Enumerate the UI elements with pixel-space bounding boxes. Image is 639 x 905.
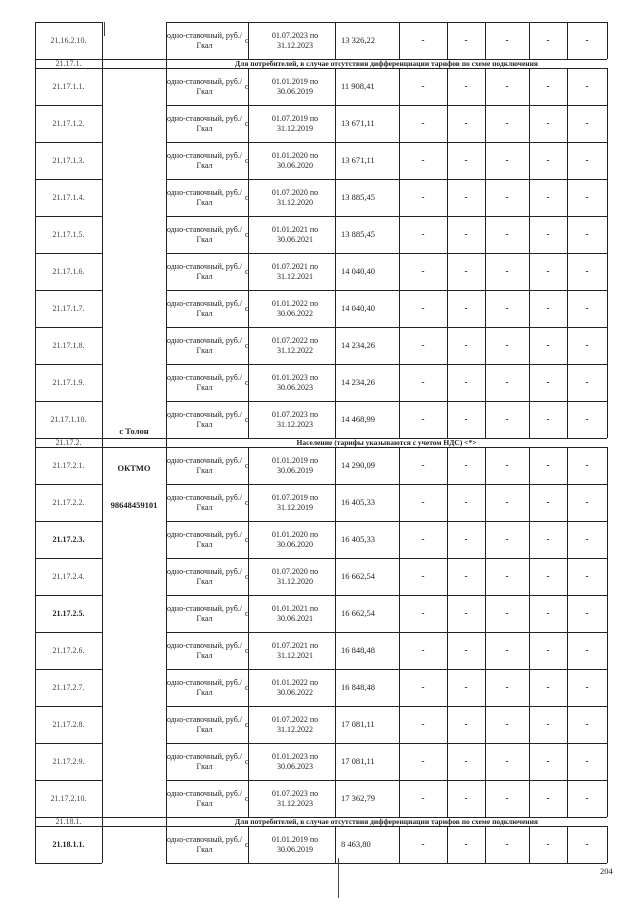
validity-period: 01.01.2020 по 30.06.2020 xyxy=(271,529,319,549)
empty-tariff-cell: - xyxy=(505,497,509,507)
validity-period: 01.07.2021 по 31.12.2021 xyxy=(271,261,319,281)
grid-vline xyxy=(607,142,608,179)
tariff-value: 14 234,26 xyxy=(341,340,375,350)
validity-period: 01.01.2022 по 30.06.2022 xyxy=(271,677,319,697)
row-code: 21.17.1.5. xyxy=(52,230,85,239)
grid-vline xyxy=(607,68,608,105)
grid-vline xyxy=(607,22,608,59)
empty-tariff-cell: - xyxy=(464,155,468,165)
period-prefix: с xyxy=(245,609,249,618)
empty-tariff-cell: - xyxy=(546,793,550,803)
page-number: 204 xyxy=(600,866,613,876)
row-code: 21.17.1.8. xyxy=(52,341,85,350)
empty-tariff-cell: - xyxy=(546,719,550,729)
empty-tariff-cell: - xyxy=(464,571,468,581)
empty-tariff-cell: - xyxy=(585,571,589,581)
empty-tariff-cell: - xyxy=(585,645,589,655)
rate-type: одно-ставочный, руб./Гкал xyxy=(166,714,243,734)
period-prefix: с xyxy=(245,757,249,766)
validity-period: 01.07.2022 по 31.12.2022 xyxy=(271,335,319,355)
oktmo-code: 98648459101 xyxy=(110,499,158,510)
tariff-value: 13 885,45 xyxy=(341,229,375,239)
rate-type: одно-ставочный, руб./Гкал xyxy=(166,372,243,392)
empty-tariff-cell: - xyxy=(505,303,509,313)
tariff-value: 16 405,33 xyxy=(341,497,375,507)
row-code: 21.17.1.7. xyxy=(52,304,85,313)
grid-hline xyxy=(102,438,166,439)
empty-tariff-cell: - xyxy=(421,155,425,165)
rate-type: одно-ставочный, руб./Гкал xyxy=(166,788,243,808)
empty-tariff-cell: - xyxy=(546,118,550,128)
grid-hline xyxy=(102,68,166,69)
empty-tariff-cell: - xyxy=(546,303,550,313)
validity-period: 01.01.2023 по 30.06.2023 xyxy=(271,372,319,392)
empty-tariff-cell: - xyxy=(546,839,550,849)
grid-vline xyxy=(607,826,608,863)
empty-tariff-cell: - xyxy=(505,155,509,165)
period-prefix: с xyxy=(245,535,249,544)
empty-tariff-cell: - xyxy=(585,340,589,350)
empty-tariff-cell: - xyxy=(421,192,425,202)
rate-type: одно-ставочный, руб./Гкал xyxy=(166,187,243,207)
empty-tariff-cell: - xyxy=(464,839,468,849)
rate-type: одно-ставочный, руб./Гкал xyxy=(166,113,243,133)
grid-hline xyxy=(102,817,166,818)
empty-tariff-cell: - xyxy=(505,81,509,91)
empty-tariff-cell: - xyxy=(421,340,425,350)
validity-period: 01.07.2022 по 31.12.2022 xyxy=(271,714,319,734)
empty-tariff-cell: - xyxy=(585,303,589,313)
validity-period: 01.07.2023 по 31.12.2023 xyxy=(271,788,319,808)
oktmo-label: ОКТМО xyxy=(117,462,151,473)
empty-tariff-cell: - xyxy=(464,266,468,276)
tariff-value: 16 848,48 xyxy=(341,682,375,692)
empty-tariff-cell: - xyxy=(505,118,509,128)
empty-tariff-cell: - xyxy=(546,682,550,692)
empty-tariff-cell: - xyxy=(421,839,425,849)
validity-period: 01.07.2019 по 31.12.2019 xyxy=(271,492,319,512)
empty-tariff-cell: - xyxy=(421,377,425,387)
section-header: Население (тарифы указываются с учетом НДС) <*> xyxy=(296,438,477,447)
grid-vline xyxy=(607,447,608,484)
row-code: 21.17.1.3. xyxy=(52,156,85,165)
period-prefix: с xyxy=(245,461,249,470)
row-code: 21.17.1. xyxy=(55,59,82,68)
row-code: 21.17.2.1. xyxy=(52,461,85,470)
grid-hline xyxy=(102,59,166,60)
period-prefix: с xyxy=(245,82,249,91)
empty-tariff-cell: - xyxy=(546,497,550,507)
empty-tariff-cell: - xyxy=(585,534,589,544)
empty-tariff-cell: - xyxy=(421,81,425,91)
empty-tariff-cell: - xyxy=(585,608,589,618)
tariff-value: 11 908,41 xyxy=(341,81,375,91)
empty-tariff-cell: - xyxy=(421,266,425,276)
rate-type: одно-ставочный, руб./Гкал xyxy=(166,751,243,771)
empty-tariff-cell: - xyxy=(421,571,425,581)
row-code: 21.17.1.9. xyxy=(52,378,85,387)
empty-tariff-cell: - xyxy=(421,534,425,544)
grid-vline xyxy=(607,706,608,743)
empty-tariff-cell: - xyxy=(464,118,468,128)
rate-type: одно-ставочный, руб./Гкал xyxy=(166,298,243,318)
section-header: Для потребителей, в случае отсутствия дифференциации тарифов по схеме подключения xyxy=(235,817,538,826)
period-prefix: с xyxy=(245,794,249,803)
grid-vline xyxy=(607,401,608,438)
empty-tariff-cell: - xyxy=(505,35,509,45)
grid-vline xyxy=(607,216,608,253)
period-prefix: с xyxy=(245,378,249,387)
rate-type: одно-ставочный, руб./Гкал xyxy=(166,492,243,512)
empty-tariff-cell: - xyxy=(585,155,589,165)
row-code: 21.18.1. xyxy=(55,817,82,826)
rate-type: одно-ставочный, руб./Гкал xyxy=(166,529,243,549)
empty-tariff-cell: - xyxy=(546,460,550,470)
empty-tariff-cell: - xyxy=(464,460,468,470)
tariff-value: 8 463,80 xyxy=(341,839,371,849)
empty-tariff-cell: - xyxy=(585,81,589,91)
empty-tariff-cell: - xyxy=(546,192,550,202)
row-code: 21.17.2. xyxy=(55,438,82,447)
grid-vline xyxy=(607,780,608,817)
empty-tariff-cell: - xyxy=(546,229,550,239)
empty-tariff-cell: - xyxy=(585,756,589,766)
rate-type: одно-ставочный, руб./Гкал xyxy=(166,566,243,586)
empty-tariff-cell: - xyxy=(464,414,468,424)
grid-hline xyxy=(35,863,102,864)
empty-tariff-cell: - xyxy=(505,645,509,655)
row-code: 21.17.1.1. xyxy=(52,82,85,91)
empty-tariff-cell: - xyxy=(505,192,509,202)
empty-tariff-cell: - xyxy=(585,266,589,276)
row-code: 21.17.2.3. xyxy=(52,535,85,544)
empty-tariff-cell: - xyxy=(585,793,589,803)
row-code: 21.17.2.4. xyxy=(52,572,85,581)
empty-tariff-cell: - xyxy=(421,719,425,729)
empty-tariff-cell: - xyxy=(505,229,509,239)
period-prefix: с xyxy=(245,156,249,165)
row-code: 21.17.1.6. xyxy=(52,267,85,276)
empty-tariff-cell: - xyxy=(505,839,509,849)
validity-period: 01.07.2021 по 31.12.2021 xyxy=(271,640,319,660)
row-code: 21.17.1.2. xyxy=(52,119,85,128)
validity-period: 01.07.2020 по 31.12.2020 xyxy=(271,187,319,207)
grid-vline xyxy=(607,290,608,327)
row-code: 21.17.2.8. xyxy=(52,720,85,729)
empty-tariff-cell: - xyxy=(505,414,509,424)
empty-tariff-cell: - xyxy=(546,266,550,276)
empty-tariff-cell: - xyxy=(464,377,468,387)
row-code: 21.17.2.9. xyxy=(52,757,85,766)
validity-period: 01.01.2021 по 30.06.2021 xyxy=(271,224,319,244)
empty-tariff-cell: - xyxy=(585,682,589,692)
tariff-value: 14 290,09 xyxy=(341,460,375,470)
empty-tariff-cell: - xyxy=(585,497,589,507)
period-prefix: с xyxy=(245,498,249,507)
scan-artifact-line xyxy=(104,22,105,36)
empty-tariff-cell: - xyxy=(585,35,589,45)
rate-type: одно-ставочный, руб./Гкал xyxy=(166,30,243,50)
validity-period: 01.07.2023 по 31.12.2023 xyxy=(271,30,319,50)
validity-period: 01.01.2019 по 30.06.2019 xyxy=(271,76,319,96)
empty-tariff-cell: - xyxy=(421,756,425,766)
empty-tariff-cell: - xyxy=(546,155,550,165)
period-prefix: с xyxy=(245,267,249,276)
empty-tariff-cell: - xyxy=(585,839,589,849)
grid-vline xyxy=(607,484,608,521)
empty-tariff-cell: - xyxy=(505,793,509,803)
tariff-value: 17 081,11 xyxy=(341,719,375,729)
empty-tariff-cell: - xyxy=(421,793,425,803)
grid-vline xyxy=(607,521,608,558)
empty-tariff-cell: - xyxy=(585,460,589,470)
tariff-value: 16 848,48 xyxy=(341,645,375,655)
empty-tariff-cell: - xyxy=(464,682,468,692)
empty-tariff-cell: - xyxy=(464,81,468,91)
empty-tariff-cell: - xyxy=(585,118,589,128)
validity-period: 01.07.2019 по 31.12.2019 xyxy=(271,113,319,133)
tariff-value: 14 040,40 xyxy=(341,303,375,313)
tariff-value: 14 468,99 xyxy=(341,414,375,424)
period-prefix: с xyxy=(245,646,249,655)
tariff-value: 13 326,22 xyxy=(341,35,375,45)
empty-tariff-cell: - xyxy=(421,414,425,424)
grid-hline xyxy=(166,863,607,864)
empty-tariff-cell: - xyxy=(585,377,589,387)
tariff-value: 16 405,33 xyxy=(341,534,375,544)
tariff-value: 13 885,45 xyxy=(341,192,375,202)
row-code: 21.17.1.4. xyxy=(52,193,85,202)
validity-period: 01.07.2020 по 31.12.2020 xyxy=(271,566,319,586)
grid-vline xyxy=(102,22,103,863)
empty-tariff-cell: - xyxy=(464,534,468,544)
empty-tariff-cell: - xyxy=(546,377,550,387)
grid-vline xyxy=(607,558,608,595)
empty-tariff-cell: - xyxy=(464,497,468,507)
row-code: 21.17.2.6. xyxy=(52,646,85,655)
rate-type: одно-ставочный, руб./Гкал xyxy=(166,261,243,281)
row-code: 21.17.1.10. xyxy=(50,415,87,424)
empty-tariff-cell: - xyxy=(464,645,468,655)
period-prefix: с xyxy=(245,119,249,128)
period-prefix: с xyxy=(245,36,249,45)
empty-tariff-cell: - xyxy=(464,719,468,729)
empty-tariff-cell: - xyxy=(546,81,550,91)
empty-tariff-cell: - xyxy=(421,608,425,618)
grid-vline xyxy=(607,669,608,706)
row-code: 21.17.2.2. xyxy=(52,498,85,507)
rate-type: одно-ставочный, руб./Гкал xyxy=(166,455,243,475)
empty-tariff-cell: - xyxy=(421,460,425,470)
grid-vline xyxy=(607,253,608,290)
empty-tariff-cell: - xyxy=(546,340,550,350)
period-prefix: с xyxy=(245,720,249,729)
grid-vline xyxy=(607,364,608,401)
empty-tariff-cell: - xyxy=(464,793,468,803)
empty-tariff-cell: - xyxy=(546,35,550,45)
empty-tariff-cell: - xyxy=(464,340,468,350)
empty-tariff-cell: - xyxy=(585,192,589,202)
rate-type: одно-ставочный, руб./Гкал xyxy=(166,224,243,244)
grid-vline xyxy=(607,632,608,669)
grid-hline xyxy=(102,826,166,827)
tariff-value: 14 040,40 xyxy=(341,266,375,276)
tariff-value: 14 234,26 xyxy=(341,377,375,387)
empty-tariff-cell: - xyxy=(505,460,509,470)
rate-type: одно-ставочный, руб./Гкал xyxy=(166,677,243,697)
grid-vline xyxy=(607,595,608,632)
tariff-value: 17 081,11 xyxy=(341,756,375,766)
empty-tariff-cell: - xyxy=(464,229,468,239)
row-code: 21.16.2.10. xyxy=(50,36,87,45)
empty-tariff-cell: - xyxy=(546,756,550,766)
tariff-value: 16 662,54 xyxy=(341,571,375,581)
empty-tariff-cell: - xyxy=(464,192,468,202)
period-prefix: с xyxy=(245,415,249,424)
validity-period: 01.01.2019 по 30.06.2019 xyxy=(271,455,319,475)
empty-tariff-cell: - xyxy=(505,682,509,692)
empty-tariff-cell: - xyxy=(421,229,425,239)
empty-tariff-cell: - xyxy=(546,608,550,618)
empty-tariff-cell: - xyxy=(421,35,425,45)
empty-tariff-cell: - xyxy=(464,756,468,766)
rate-type: одно-ставочный, руб./Гкал xyxy=(166,150,243,170)
empty-tariff-cell: - xyxy=(421,682,425,692)
empty-tariff-cell: - xyxy=(546,571,550,581)
validity-period: 01.01.2023 по 30.06.2023 xyxy=(271,751,319,771)
empty-tariff-cell: - xyxy=(546,414,550,424)
grid-vline xyxy=(607,105,608,142)
empty-tariff-cell: - xyxy=(421,645,425,655)
empty-tariff-cell: - xyxy=(546,645,550,655)
grid-vline xyxy=(607,327,608,364)
row-code: 21.17.2.10. xyxy=(50,794,87,803)
validity-period: 01.01.2022 по 30.06.2022 xyxy=(271,298,319,318)
rate-type: одно-ставочный, руб./Гкал xyxy=(166,76,243,96)
empty-tariff-cell: - xyxy=(505,340,509,350)
validity-period: 01.01.2019 по 30.06.2019 xyxy=(271,834,319,854)
rate-type: одно-ставочный, руб./Гкал xyxy=(166,834,243,854)
empty-tariff-cell: - xyxy=(505,534,509,544)
tariff-value: 13 671,11 xyxy=(341,118,375,128)
empty-tariff-cell: - xyxy=(421,303,425,313)
period-prefix: с xyxy=(245,304,249,313)
rate-type: одно-ставочный, руб./Гкал xyxy=(166,335,243,355)
empty-tariff-cell: - xyxy=(585,414,589,424)
row-code: 21.18.1.1. xyxy=(52,840,85,849)
tariff-value: 13 671,11 xyxy=(341,155,375,165)
empty-tariff-cell: - xyxy=(421,118,425,128)
row-code: 21.17.2.5. xyxy=(52,609,85,618)
empty-tariff-cell: - xyxy=(464,608,468,618)
period-prefix: с xyxy=(245,230,249,239)
rate-type: одно-ставочный, руб./Гкал xyxy=(166,603,243,623)
grid-vline xyxy=(607,179,608,216)
empty-tariff-cell: - xyxy=(464,303,468,313)
empty-tariff-cell: - xyxy=(546,534,550,544)
period-prefix: с xyxy=(245,193,249,202)
empty-tariff-cell: - xyxy=(505,377,509,387)
empty-tariff-cell: - xyxy=(421,497,425,507)
empty-tariff-cell: - xyxy=(585,719,589,729)
empty-tariff-cell: - xyxy=(505,571,509,581)
tariff-table xyxy=(35,22,607,857)
period-prefix: с xyxy=(245,683,249,692)
empty-tariff-cell: - xyxy=(505,719,509,729)
empty-tariff-cell: - xyxy=(505,608,509,618)
empty-tariff-cell: - xyxy=(464,35,468,45)
period-prefix: с xyxy=(245,341,249,350)
validity-period: 01.07.2023 по 31.12.2023 xyxy=(271,409,319,429)
tariff-value: 17 362,79 xyxy=(341,793,375,803)
empty-tariff-cell: - xyxy=(505,266,509,276)
row-code: 21.17.2.7. xyxy=(52,683,85,692)
period-prefix: с xyxy=(245,840,249,849)
validity-period: 01.01.2021 по 30.06.2021 xyxy=(271,603,319,623)
tariff-value: 16 662,54 xyxy=(341,608,375,618)
settlement-name: с Толон xyxy=(119,425,149,436)
empty-tariff-cell: - xyxy=(505,756,509,766)
rate-type: одно-ставочный, руб./Гкал xyxy=(166,640,243,660)
period-prefix: с xyxy=(245,572,249,581)
empty-tariff-cell: - xyxy=(585,229,589,239)
grid-hline xyxy=(102,447,166,448)
grid-vline xyxy=(607,743,608,780)
validity-period: 01.01.2020 по 30.06.2020 xyxy=(271,150,319,170)
scan-artifact-line xyxy=(338,858,339,898)
rate-type: одно-ставочный, руб./Гкал xyxy=(166,409,243,429)
section-header: Для потребителей, в случае отсутствия дифференциации тарифов по схеме подключения xyxy=(235,59,538,68)
